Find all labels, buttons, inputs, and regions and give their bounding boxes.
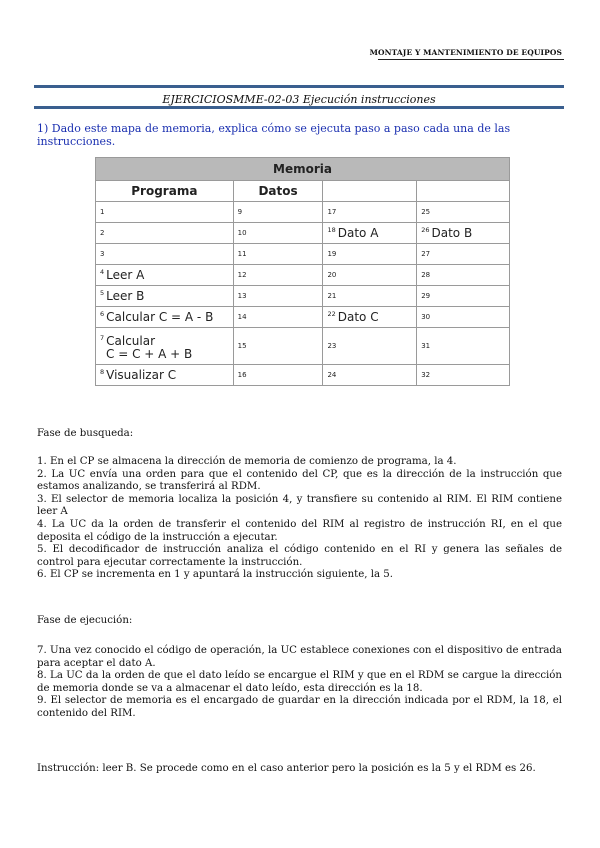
table-row [96,328,510,365]
cell-address: 23 [323,328,417,365]
cell-address: 15 [233,328,323,365]
cell-address: 1 [96,202,234,223]
cell-address: 16 [233,365,323,386]
program-column-header: Programa [96,181,234,202]
cell-address: 32 [417,365,510,386]
cell-visualizar-c: $^8$ Visualizar C [96,365,234,386]
table-row [96,265,510,286]
list-item: 4. La UC da la orden de transferir el contenido del RIM al registro de instrucción RI, en el que deposita el código de la instrucción a ejecutar. [37,518,562,543]
cell-address: 29 [417,286,510,307]
list-item: 3. El selector de memoria localiza la posición 4, y transfiere su contenido al RIM. El RIM contiene leer A [37,493,562,518]
cell-dato-b: $^{26}$ Dato B [417,223,510,244]
cell-address: 19 [323,244,417,265]
cell-address: 2 [96,223,234,244]
table-row [96,223,510,244]
cell-address: 14 [233,307,323,328]
list-item: 9. El selector de memoria es el encargado de guardar en la dirección indicada por el RDM, la 18, el contenido del RIM. [37,695,562,719]
cell-address: 27 [417,244,510,265]
cell-address: 28 [417,265,510,286]
cell-address: 24 [323,365,417,386]
list-item: 5. El decodificador de instrucción analiza el código contenido en el RI y genera las señales de control para ejecutar correctamente la instrucción. [37,544,562,568]
data-column-header: Datos [233,181,323,202]
list-item: 8. La UC da la orden de que el dato leído se encargue el RIM y que en el RDM se cargue la dirección de memoria donde se va a almacenar el dato leído, esta dirección es la 18. [37,670,562,694]
cell-calcular-sum: $^7$ Calcular C = C + A + B [96,328,234,365]
table-row [96,286,510,307]
memory-table [95,157,510,386]
cell-address: 21 [323,286,417,307]
cell-address: 13 [233,286,323,307]
cell-address: 12 [233,265,323,286]
cell-address: 20 [323,265,417,286]
cell-address: 25 [417,202,510,223]
memory-title: Memoria [96,158,510,181]
empty-column-header [417,181,510,202]
empty-column-header [323,181,417,202]
cell-dato-c: $^{22}$ Dato C [323,307,417,328]
cell-address: 3 [96,244,234,265]
cell-address: 30 [417,307,510,328]
list-item: 6. El CP se incrementa en 1 y apuntará la instrucción siguiente, la 5. [37,569,394,581]
cell-address: 31 [417,328,510,365]
execution-phase-heading: Fase de ejecución: [37,615,133,626]
title-bar [34,85,564,109]
instruction-note: Instrucción: leer B. Se procede como en el caso anterior pero la posición es la 5 y el RDM es 26. [37,763,536,774]
cell-address: 11 [233,244,323,265]
table-row [96,307,510,328]
cell-address: 10 [233,223,323,244]
question-text: 1) Dado este mapa de memoria, explica cómo se ejecuta paso a paso cada una de las instrucciones. [37,122,511,148]
course-header: MONTAJE Y MANTENIMIENTO DE EQUIPOS [369,48,562,57]
cell-leer-a: $^4$ Leer A [96,265,234,286]
cell-address: 17 [323,202,417,223]
list-item: 2. La UC envía una orden para que el contenido del CP, que es la dirección de la instrucción que estamos analizando, se transferirá al RDM. [37,468,562,493]
table-row [96,365,510,386]
cell-address: 9 [233,202,323,223]
cell-calcular-c: $^6$ Calcular C = A - B [96,307,234,328]
list-item: 7. Una vez conocido el código de operación, la UC establece conexiones con el dispositivo de entrada para aceptar el dato A. [37,645,562,669]
cell-dato-a: $^{18}$ Dato A [323,223,417,244]
list-item: 1. En el CP se almacena la dirección de memoria de comienzo de programa, la 4. [37,456,457,467]
header-rule [378,59,564,60]
cell-leer-b: $^5$ Leer B [96,286,234,307]
table-row [96,244,510,265]
fetch-phase-steps [37,456,562,582]
execution-phase-steps [37,645,562,721]
table-row [96,202,510,223]
exercise-title: EJERCICIOSMME-02-03 Ejecución instrucciones [162,93,436,106]
fetch-phase-heading: Fase de busqueda: [37,428,134,439]
